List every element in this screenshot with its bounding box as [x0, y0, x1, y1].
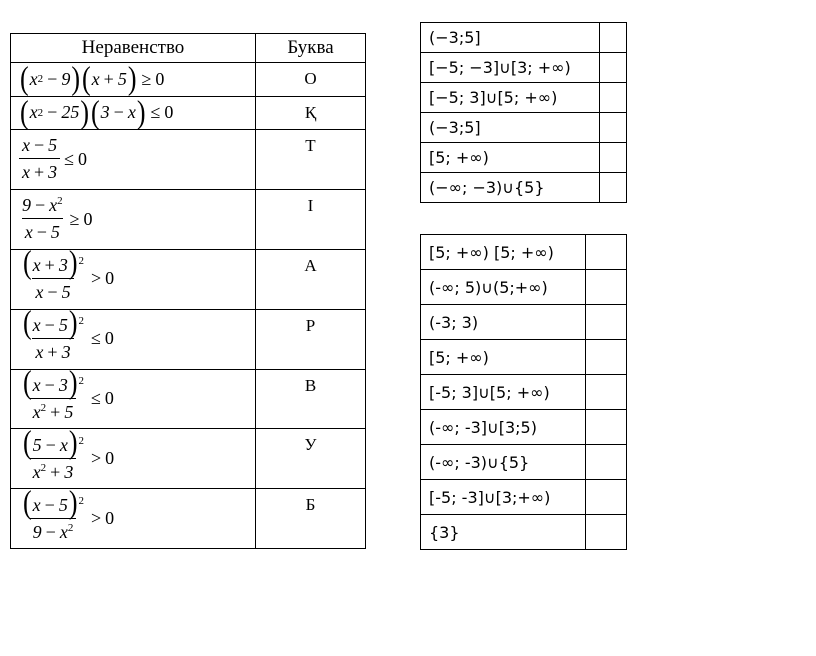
table-row: [421, 480, 627, 515]
letter-8: У: [256, 429, 366, 489]
blank-cell: [600, 23, 627, 53]
blank-cell: [586, 480, 627, 515]
letter-3: Т: [256, 130, 366, 190]
table-row: [421, 340, 627, 375]
blank-cell: [586, 410, 627, 445]
blank-cell: [586, 340, 627, 375]
table-row: [421, 445, 627, 480]
inequality-6: $\frac{(x - 5)^2}{x + 3}$ ≤ 0: [11, 309, 256, 369]
table-row: [11, 130, 366, 190]
letter-1: О: [256, 63, 366, 96]
blank-cell: [586, 305, 627, 340]
table-row: [421, 375, 627, 410]
blank-cell: [600, 53, 627, 83]
table-row: [11, 309, 366, 369]
answer-1-6: (−∞; −3)∪{5}: [421, 173, 600, 203]
blank-cell: [586, 375, 627, 410]
table-row: [11, 249, 366, 309]
table-row: [421, 83, 627, 113]
letter-9: Б: [256, 489, 366, 549]
header-inequality: Неравенство: [11, 34, 256, 63]
answer-1-5: [5; +∞): [421, 143, 600, 173]
table-row: [421, 23, 627, 53]
table-row: [421, 235, 627, 270]
table-row: [11, 190, 366, 250]
inequality-7: $\frac{(x - 3)^2}{x^2 + 5}$ ≤ 0: [11, 369, 256, 429]
letter-2: Қ: [256, 96, 366, 129]
answer-2-1: [5; +∞) [5; +∞): [421, 235, 586, 270]
answer-1-2: [−5; −3]∪[3; +∞): [421, 53, 600, 83]
blank-cell: [586, 445, 627, 480]
table-row: [421, 270, 627, 305]
table-row: [11, 63, 366, 96]
answer-2-4: [5; +∞): [421, 340, 586, 375]
blank-cell: [600, 173, 627, 203]
inequality-1: ( x 2 − 9 ) ( x + 5 ) ≥ 0: [11, 63, 256, 96]
answer-2-8: [-5; -3]∪[3;+∞): [421, 480, 586, 515]
inequality-table: [10, 33, 366, 549]
letter-4: І: [256, 190, 366, 250]
answer-2-9: {3}: [421, 515, 586, 550]
answer-2-3: (-3; 3): [421, 305, 586, 340]
letter-7: В: [256, 369, 366, 429]
answer-2-5: [-5; 3]∪[5; +∞): [421, 375, 586, 410]
blank-cell: [600, 83, 627, 113]
answer-2-6: (-∞; -3]∪[3;5): [421, 410, 586, 445]
answer-table-1: [420, 22, 627, 203]
answer-1-3: [−5; 3]∪[5; +∞): [421, 83, 600, 113]
header-letter: Буква: [256, 34, 366, 63]
blank-cell: [586, 235, 627, 270]
inequality-8: $\frac{(5 - x)^2}{x^2 + 3}$ > 0: [11, 429, 256, 489]
answer-2-7: (-∞; -3)∪{5}: [421, 445, 586, 480]
table-row: [421, 173, 627, 203]
answer-table-2: [420, 234, 627, 550]
table-row: [421, 305, 627, 340]
inequality-3: $\frac{x - 5}{x + 3}$ ≤ 0: [11, 130, 256, 190]
inequality-2: ( x 2 − 25 ) ( 3 − x ) ≤ 0: [11, 96, 256, 129]
table-row: [421, 53, 627, 83]
table-row: [421, 113, 627, 143]
blank-cell: [600, 113, 627, 143]
answer-1-4: (−3;5]: [421, 113, 600, 143]
blank-cell: [600, 143, 627, 173]
table-row: [421, 143, 627, 173]
inequality-4: $\frac{9 - x^2}{x - 5}$ ≥ 0: [11, 190, 256, 250]
letter-5: А: [256, 249, 366, 309]
table-row: [11, 369, 366, 429]
table-row: [11, 489, 366, 549]
answer-2-2: (-∞; 5)∪(5;+∞): [421, 270, 586, 305]
letter-6: Р: [256, 309, 366, 369]
answer-1-1: (−3;5]: [421, 23, 600, 53]
blank-cell: [586, 270, 627, 305]
table-row: [421, 410, 627, 445]
inequality-5: $\frac{(x + 3)^2}{x - 5}$ > 0: [11, 249, 256, 309]
inequality-9: $\frac{(x - 5)^2}{9 - x^2}$ > 0: [11, 489, 256, 549]
table-row: [421, 515, 627, 550]
blank-cell: [586, 515, 627, 550]
header-row: [11, 34, 366, 63]
table-row: [11, 429, 366, 489]
table-row: [11, 96, 366, 129]
